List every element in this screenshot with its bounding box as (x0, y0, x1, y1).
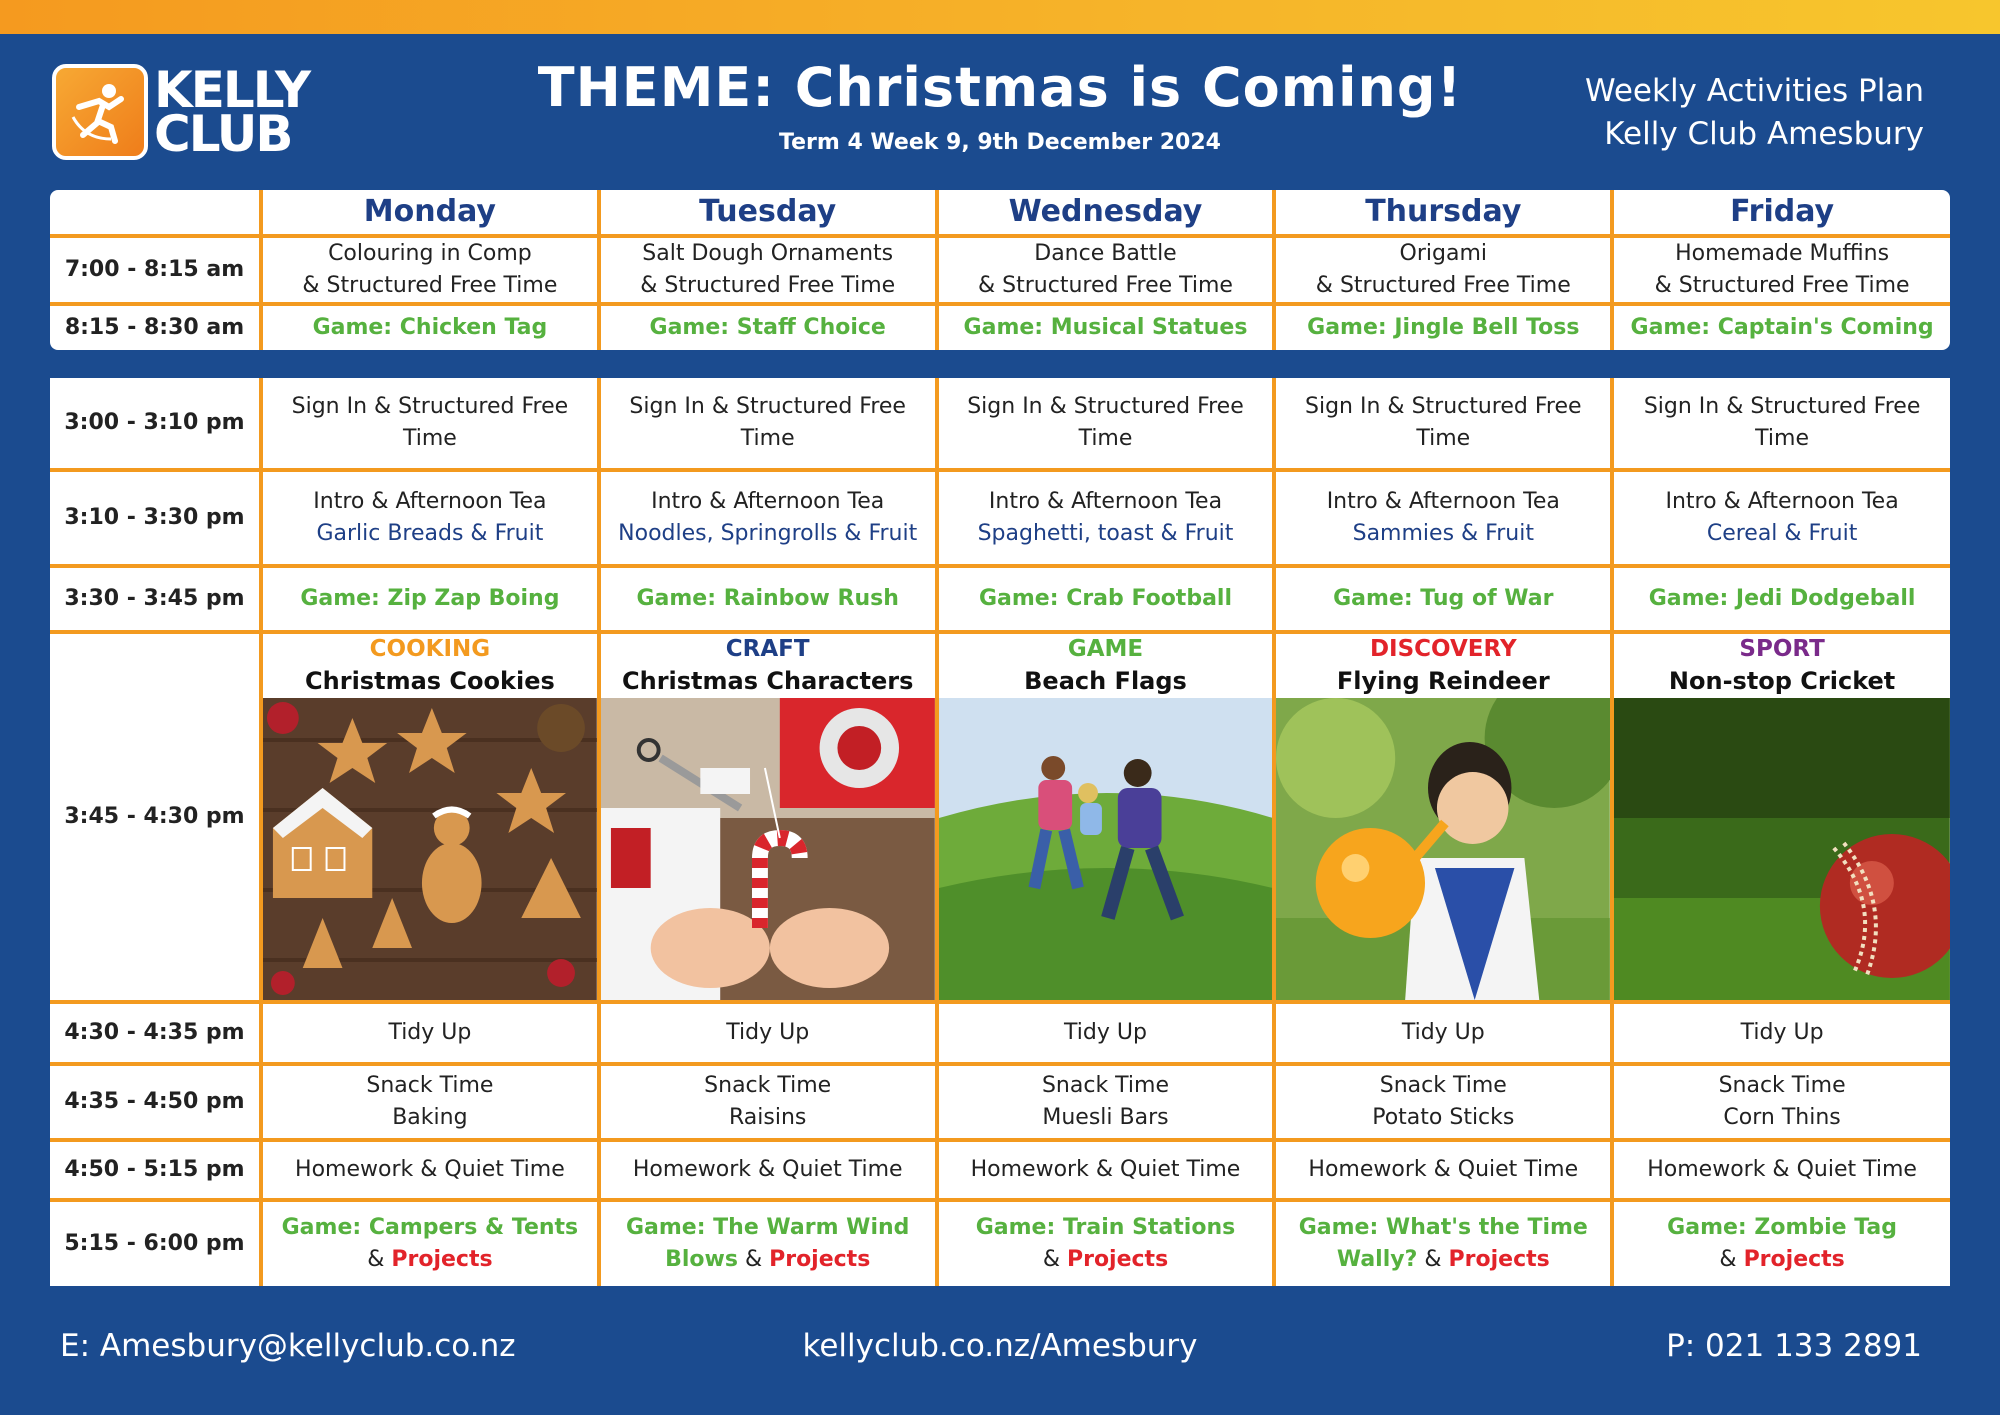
snack-label: Snack Time (1379, 1073, 1507, 1098)
tea-label: Intro & Afternoon Tea (1326, 489, 1560, 514)
tea-food: Noodles, Springrolls & Fruit (618, 521, 918, 546)
snack-food: Corn Thins (1723, 1105, 1841, 1130)
day-header: Tuesday (599, 190, 937, 236)
snack-label: Snack Time (1718, 1073, 1846, 1098)
time-label: 3:45 - 4:30 pm (50, 632, 261, 1002)
game-cell: Game: Staff Choice (599, 304, 937, 350)
table-row (50, 632, 1950, 1002)
time-label: 3:00 - 3:10 pm (50, 378, 261, 470)
tea-label: Intro & Afternoon Tea (988, 489, 1223, 514)
table-row (50, 470, 1950, 566)
homework-cell: Homework & Quiet Time (937, 1140, 1275, 1200)
day-header: Wednesday (937, 190, 1275, 236)
tea-label: Intro & Afternoon Tea (313, 489, 547, 514)
footer-website[interactable]: kellyclub.co.nz/Amesbury (802, 1328, 1198, 1364)
page-subtitle: Term 4 Week 9, 9th December 2024 (779, 130, 1221, 155)
top-gradient-bar (0, 0, 2000, 34)
and-symbol: & (1042, 1247, 1060, 1272)
activity-line: Time (1416, 426, 1471, 451)
time-label: 7:00 - 8:15 am (50, 236, 261, 304)
time-label: 4:35 - 4:50 pm (50, 1064, 261, 1140)
tea-cell (937, 470, 1275, 566)
activity-line: Colouring in Comp (328, 241, 532, 266)
activity-line: & Structured Free Time (640, 273, 896, 298)
activity-line: Sign In & Structured Free (629, 394, 906, 419)
activity-cell (1612, 236, 1950, 304)
activity-feature-cell (261, 632, 599, 1002)
activity-cell (261, 236, 599, 304)
activity-line: & Structured Free Time (1654, 273, 1910, 298)
tea-food: Cereal & Fruit (1706, 521, 1858, 546)
table-row (50, 1064, 1950, 1140)
activity-name: Christmas Characters (622, 667, 914, 695)
category-label: DISCOVERY (1369, 636, 1517, 662)
day-header: Friday (1612, 190, 1950, 236)
and-symbol: & (744, 1247, 763, 1272)
tea-cell (261, 470, 599, 566)
game-cell: Game: Zip Zap Boing (261, 566, 599, 632)
category-label: GAME (1067, 636, 1144, 662)
game-line-2: Wally? (1336, 1247, 1418, 1272)
time-label: 3:10 - 3:30 pm (50, 470, 261, 566)
activity-name: Non-stop Cricket (1668, 667, 1896, 695)
craft-photo (601, 698, 935, 1000)
activity-line: Sign In & Structured Free (1643, 394, 1921, 419)
activity-feature-cell (599, 632, 937, 1002)
tea-cell (1612, 470, 1950, 566)
activity-line: & Structured Free Time (978, 273, 1233, 298)
activity-cell (261, 378, 599, 470)
activity-line: Homemade Muffins (1675, 241, 1890, 266)
snack-food: Potato Sticks (1372, 1105, 1515, 1130)
category-label: COOKING (369, 636, 491, 662)
homework-cell: Homework & Quiet Time (599, 1140, 937, 1200)
tidy-cell: Tidy Up (1274, 1002, 1612, 1064)
plan-label: Weekly Activities Plan (1585, 73, 1924, 109)
activity-cell (1612, 378, 1950, 470)
and-symbol: & (1719, 1247, 1737, 1272)
footer-phone[interactable]: P: 021 133 2891 (1666, 1328, 1922, 1364)
footer-email[interactable]: E: Amesbury@kellyclub.co.nz (60, 1328, 516, 1364)
game-line: Game: What's the Time (1298, 1215, 1588, 1240)
morning-schedule-table (50, 190, 1950, 350)
activity-feature-cell (1274, 632, 1612, 1002)
logo-text-kelly: KELLY (154, 61, 310, 119)
table-row (50, 1200, 1950, 1286)
game-projects-cell (1612, 1200, 1950, 1286)
activity-cell (937, 378, 1275, 470)
time-label: 4:30 - 4:35 pm (50, 1002, 261, 1064)
game-cell: Game: Crab Football (937, 566, 1275, 632)
header-right-info (1585, 70, 1924, 156)
activity-line: & Structured Free Time (1315, 273, 1571, 298)
activity-cell (599, 236, 937, 304)
activity-line: Sign In & Structured Free (291, 394, 569, 419)
activity-feature-cell (1612, 632, 1950, 1002)
snack-food: Muesli Bars (1042, 1105, 1169, 1130)
afternoon-schedule-table (50, 378, 1950, 1286)
tea-food: Sammies & Fruit (1352, 521, 1534, 546)
category-label: SPORT (1739, 636, 1825, 662)
snack-cell (1612, 1064, 1950, 1140)
tea-food: Garlic Breads & Fruit (316, 521, 544, 546)
activity-cell (937, 236, 1275, 304)
activity-line: Time (1078, 426, 1133, 451)
snack-food: Raisins (729, 1105, 807, 1130)
balloon-boy-photo (1276, 698, 1610, 1000)
table-row (50, 1002, 1950, 1064)
projects-label: Projects (769, 1247, 871, 1272)
table-row (50, 378, 1950, 470)
game-cell: Game: Musical Statues (937, 304, 1275, 350)
homework-cell: Homework & Quiet Time (261, 1140, 599, 1200)
kids-running-photo (939, 698, 1273, 1000)
game-line: Game: Campers & Tents (281, 1215, 579, 1240)
tea-food: Spaghetti, toast & Fruit (977, 521, 1234, 546)
game-line: Game: Train Stations (975, 1215, 1236, 1240)
time-label: 4:50 - 5:15 pm (50, 1140, 261, 1200)
and-symbol: & (367, 1247, 385, 1272)
game-line-2: Blows (665, 1247, 738, 1272)
game-line: Game: Zombie Tag (1667, 1215, 1898, 1240)
activity-line: & Structured Free Time (302, 273, 558, 298)
time-label: 8:15 - 8:30 am (50, 304, 261, 350)
activity-line: Origami (1399, 241, 1488, 266)
projects-label: Projects (391, 1247, 493, 1272)
snack-food: Baking (392, 1105, 468, 1130)
projects-label: Projects (1066, 1247, 1169, 1272)
activity-cell (599, 378, 937, 470)
tidy-cell: Tidy Up (1612, 1002, 1950, 1064)
activity-line: Time (402, 426, 457, 451)
logo-text-club: CLUB (154, 105, 292, 163)
day-header-row (50, 190, 1950, 236)
table-row (50, 1140, 1950, 1200)
game-projects-cell (599, 1200, 937, 1286)
table-row (50, 566, 1950, 632)
game-cell: Game: Jingle Bell Toss (1274, 304, 1612, 350)
activity-name: Flying Reindeer (1336, 667, 1550, 695)
tea-cell (1274, 470, 1612, 566)
snack-cell (599, 1064, 937, 1140)
game-line: Game: The Warm Wind (625, 1215, 910, 1240)
tea-label: Intro & Afternoon Tea (1665, 489, 1899, 514)
activity-line: Salt Dough Ornaments (642, 241, 894, 266)
game-projects-cell (937, 1200, 1275, 1286)
tidy-cell: Tidy Up (599, 1002, 937, 1064)
activity-name: Beach Flags (1024, 667, 1187, 695)
tea-cell (599, 470, 937, 566)
cricket-ball-photo (1614, 698, 1950, 1000)
snack-cell (261, 1064, 599, 1140)
time-label: 3:30 - 3:45 pm (50, 566, 261, 632)
snack-label: Snack Time (1041, 1073, 1170, 1098)
table-row (50, 236, 1950, 304)
page-title: THEME: Christmas is Coming! (537, 56, 1463, 119)
corner-cell (50, 190, 261, 236)
game-cell: Game: Jedi Dodgeball (1612, 566, 1950, 632)
category-label: CRAFT (725, 636, 810, 662)
cookies-photo (263, 698, 597, 1000)
activity-feature-cell (937, 632, 1275, 1002)
game-cell: Game: Tug of War (1274, 566, 1612, 632)
club-name: Kelly Club Amesbury (1604, 116, 1924, 152)
game-cell: Game: Rainbow Rush (599, 566, 937, 632)
time-label: 5:15 - 6:00 pm (50, 1200, 261, 1286)
game-projects-cell (1274, 1200, 1612, 1286)
game-cell: Game: Captain's Coming (1612, 304, 1950, 350)
snack-cell (937, 1064, 1275, 1140)
snack-label: Snack Time (366, 1073, 494, 1098)
table-row (50, 304, 1950, 350)
activity-name: Christmas Cookies (305, 667, 555, 695)
activity-line: Dance Battle (1034, 241, 1177, 266)
projects-label: Projects (1743, 1247, 1845, 1272)
running-figure-icon (52, 64, 148, 160)
activity-line: Time (1755, 426, 1810, 451)
activity-line: Sign In & Structured Free (1305, 394, 1582, 419)
tidy-cell: Tidy Up (261, 1002, 599, 1064)
activity-line: Sign In & Structured Free (967, 394, 1244, 419)
snack-cell (1274, 1064, 1612, 1140)
kelly-club-logo[interactable] (52, 61, 310, 163)
activity-line: Time (740, 426, 795, 451)
day-header: Monday (261, 190, 599, 236)
activity-cell (1274, 378, 1612, 470)
day-header: Thursday (1274, 190, 1612, 236)
game-cell: Game: Chicken Tag (261, 304, 599, 350)
homework-cell: Homework & Quiet Time (1612, 1140, 1950, 1200)
tidy-cell: Tidy Up (937, 1002, 1275, 1064)
and-symbol: & (1424, 1247, 1442, 1272)
snack-label: Snack Time (704, 1073, 832, 1098)
homework-cell: Homework & Quiet Time (1274, 1140, 1612, 1200)
projects-label: Projects (1448, 1247, 1550, 1272)
game-projects-cell (261, 1200, 599, 1286)
tea-label: Intro & Afternoon Tea (651, 489, 885, 514)
activity-cell (1274, 236, 1612, 304)
